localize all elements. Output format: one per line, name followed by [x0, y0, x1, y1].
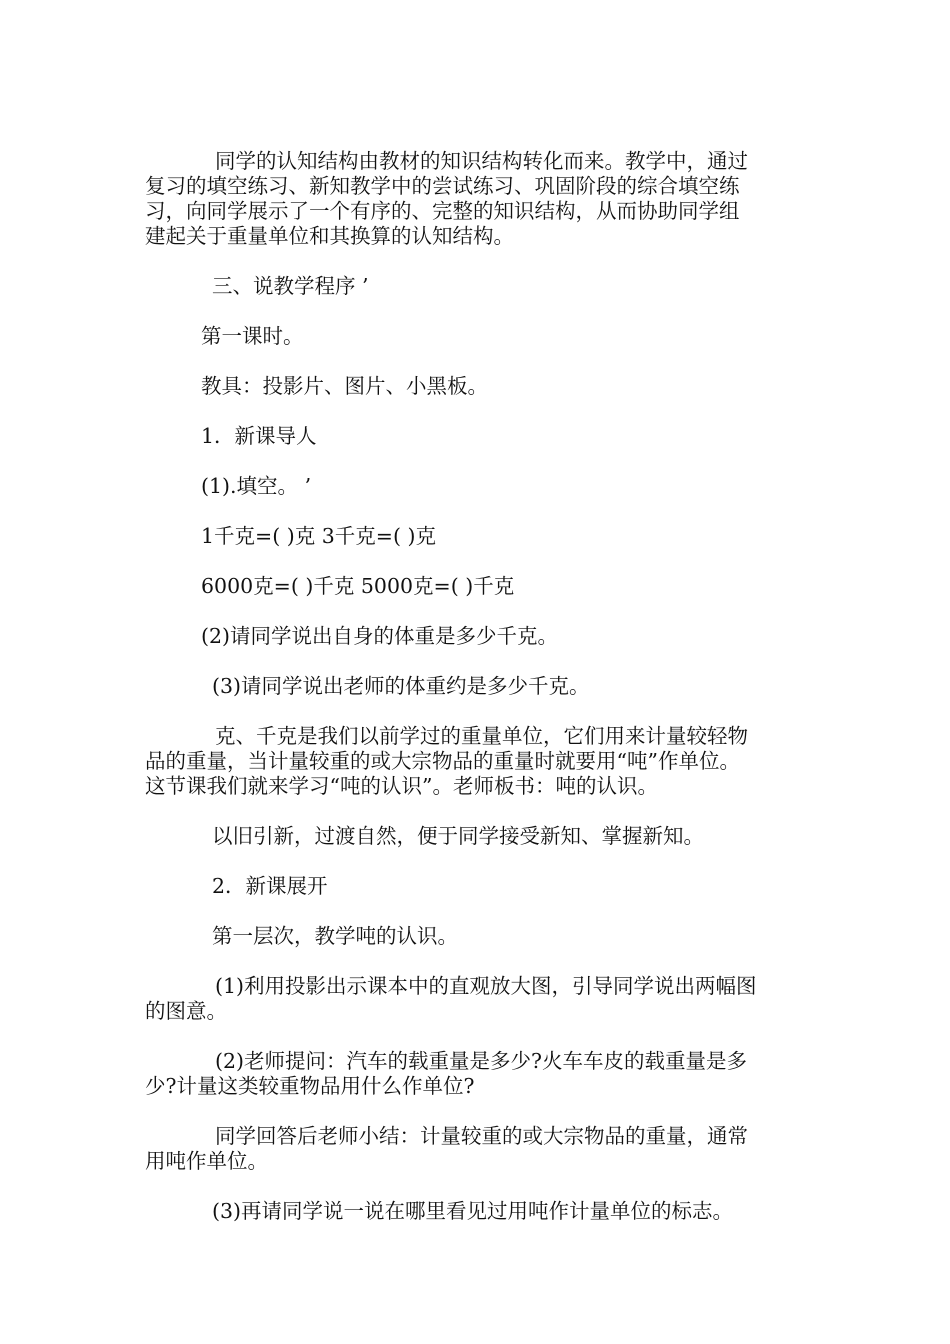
text-line: 用吨作单位。: [145, 1149, 268, 1173]
level-heading: 第一层次，教学吨的认识。: [212, 924, 458, 948]
text-line: 的图意。: [145, 999, 227, 1023]
sub-step: (2)请同学说出自身的体重是多少千克。: [201, 624, 559, 648]
paragraph-summary: [145, 1124, 821, 1174]
lesson-label: 第一课时。: [201, 324, 304, 348]
paragraph-teacher-question: [145, 1049, 821, 1099]
text-line: 习，向同学展示了一个有序的、完整的知识结构，从而协助同学组: [145, 199, 740, 223]
text-line: 少?计量这类较重物品用什么作单位?: [145, 1074, 475, 1098]
sub-step: (1).填空。 ’: [201, 474, 312, 498]
text-line: 克、千克是我们以前学过的重量单位，它们用来计量较轻物: [215, 724, 748, 748]
text-line: 建起关于重量单位和其换算的认知结构。: [145, 224, 514, 248]
paragraph-projection: [145, 974, 821, 1024]
note-text: 以旧引新，过渡自然，便于同学接受新知、掌握新知。: [212, 824, 704, 848]
text-line: (2)老师提问：汽车的载重量是多少?火车车皮的载重量是多: [215, 1049, 748, 1073]
step-heading: 1．新课导人: [201, 424, 317, 448]
text-line: 同学的认知结构由教材的知识结构转化而来。教学中，通过: [215, 149, 748, 173]
text-line: 复习的填空练习、新知教学中的尝试练习、巩固阶段的综合填空练: [145, 174, 740, 198]
section-heading: 三、说教学程序 ’: [212, 274, 369, 298]
text-line: 这节课我们就来学习“吨的认识”。老师板书：吨的认识。: [145, 774, 658, 798]
step-heading: 2．新课展开: [212, 874, 328, 898]
text-line: (1)利用投影出示课本中的直观放大图，引导同学说出两幅图: [215, 974, 757, 998]
fill-blank-line: 6000克=( )千克 5000克=( )千克: [201, 574, 515, 598]
text-line: 同学回答后老师小结：计量较重的或大宗物品的重量，通常: [215, 1124, 748, 1148]
text-line: 品的重量，当计量较重的或大宗物品的重量时就要用“吨”作单位。: [145, 749, 740, 773]
fill-blank-line: 1千克=( )克 3千克=( )克: [201, 524, 436, 548]
teaching-aids: 教具：投影片、图片、小黑板。: [201, 374, 488, 398]
paragraph-cognitive-structure: [145, 149, 821, 249]
sub-step: (3)再请同学说一说在哪里看见过用吨作计量单位的标志。: [212, 1199, 734, 1223]
sub-step: (3)请同学说出老师的体重约是多少千克。: [212, 674, 590, 698]
paragraph-weight-units: [145, 724, 821, 799]
